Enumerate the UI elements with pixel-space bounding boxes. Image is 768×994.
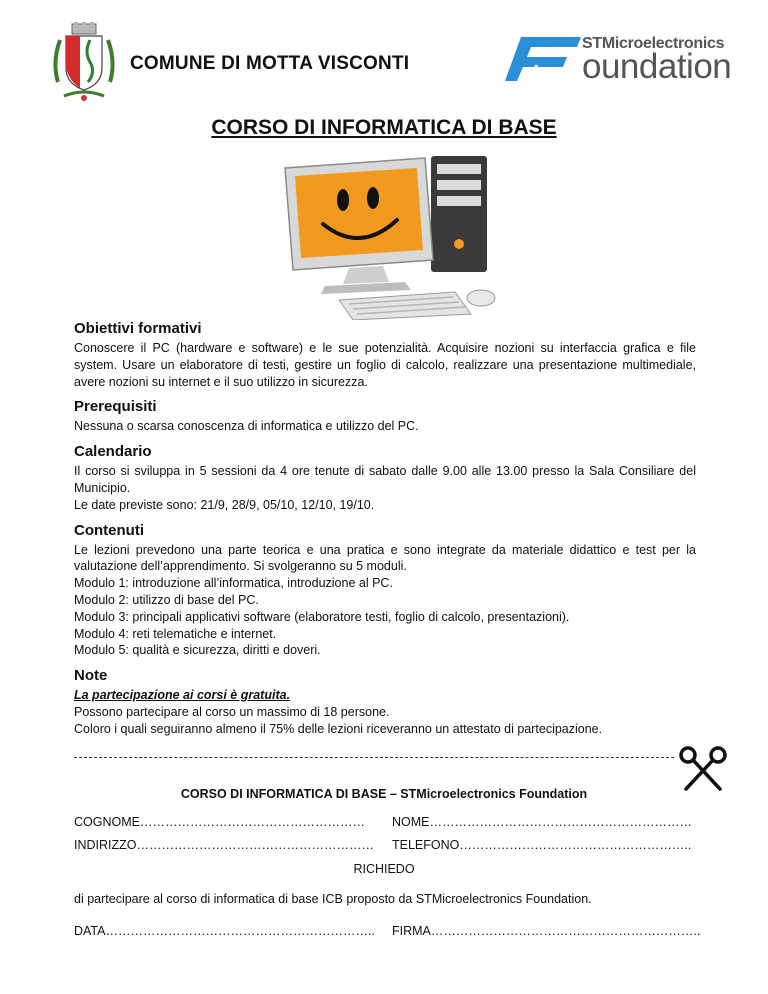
firma-field: FIRMA……………………………………………………….. (392, 924, 701, 938)
richiedo-label: RICHIEDO (353, 862, 415, 876)
section-obiettivi (74, 320, 696, 390)
section-text: Coloro i quali seguiranno almeno il 75% delle lezioni riceveranno un attestato di partecipazione. (74, 721, 603, 736)
section-heading: Calendario (74, 443, 152, 461)
section-text: Le date previste sono: 21/9, 28/9, 05/10, 12/10, 19/10. (74, 497, 375, 512)
section-prerequisiti (74, 398, 696, 435)
section-heading: Note (74, 667, 108, 685)
module-item: Modulo 4: reti telematiche e internet. (74, 626, 277, 641)
comune-heading: COMUNE DI MOTTA VISCONTI (130, 53, 410, 74)
section-text: Il corso si sviluppa in 5 sessioni da 4 ore tenute di sabato dalle 9.00 alle 13.00 presso la Sala Consiliare del Municipio. (74, 464, 696, 495)
municipal-crest-icon (50, 22, 118, 102)
course-content (74, 320, 696, 746)
nome-field: NOME……………………………………………………… (392, 815, 692, 829)
telefono-field: TELEFONO……………………………………………….. (392, 838, 692, 852)
data-field: DATA……………………………………………………….. (74, 924, 375, 938)
section-text: Conoscere il PC (hardware e software) e le sue potenzialità. Acquisire nozioni su interfaccia grafica e file system. Usare un elaboratore di testi, gestire un foglio di calcolo, realizzare una presentazione multimediale, avere nozioni su internet e il suo utilizzo in sicurezza. (74, 341, 696, 389)
form-title: CORSO DI INFORMATICA DI BASE – STMicroelectronics Foundation (180, 787, 588, 801)
section-contenuti (74, 522, 696, 660)
section-heading: Prerequisiti (74, 398, 157, 416)
module-item: Modulo 2: utilizzo di base del PC. (74, 592, 259, 607)
section-calendario (74, 443, 696, 513)
smiley-computer-illustration-icon (265, 150, 505, 320)
request-statement: di partecipare al corso di informatica di base ICB proposto da STMicroelectronics Foundation. (74, 892, 592, 906)
cognome-field: COGNOME……………………………………………… (74, 815, 365, 829)
indirizzo-field: INDIRIZZO………………………………………………… (74, 838, 374, 852)
section-heading: Obiettivi formativi (74, 320, 202, 337)
free-participation-note: La partecipazione ai corsi è gratuita. (74, 688, 291, 703)
module-item: Modulo 1: introduzione all’informatica, introduzione al PC. (74, 576, 393, 591)
page-title: CORSO DI INFORMATICA DI BASE (211, 116, 557, 139)
cut-line (74, 757, 674, 759)
module-item: Modulo 5: qualità e sicurezza, diritti e doveri. (74, 643, 321, 658)
section-text: Le lezioni prevedono una parte teorica e una pratica e sono integrate da materiale didattico e test per la valutazione dell’apprendimento. Si svolgeranno su 5 moduli. (74, 542, 696, 574)
section-note (74, 667, 696, 737)
section-text: Nessuna o scarsa conoscenza di informatica e utilizzo del PC. (74, 419, 419, 434)
logo-text-bottom: oundation (582, 47, 732, 86)
module-item: Modulo 3: principali applicativi software (elaboratore testi, foglio di calcolo, presentazioni). (74, 609, 570, 624)
scissors-icon (678, 745, 728, 791)
logo-text-top: STMicroelectronics (582, 35, 725, 52)
section-heading: Contenuti (74, 521, 144, 539)
section-text: Possono partecipare al corso un massimo di 18 persone. (74, 704, 390, 719)
